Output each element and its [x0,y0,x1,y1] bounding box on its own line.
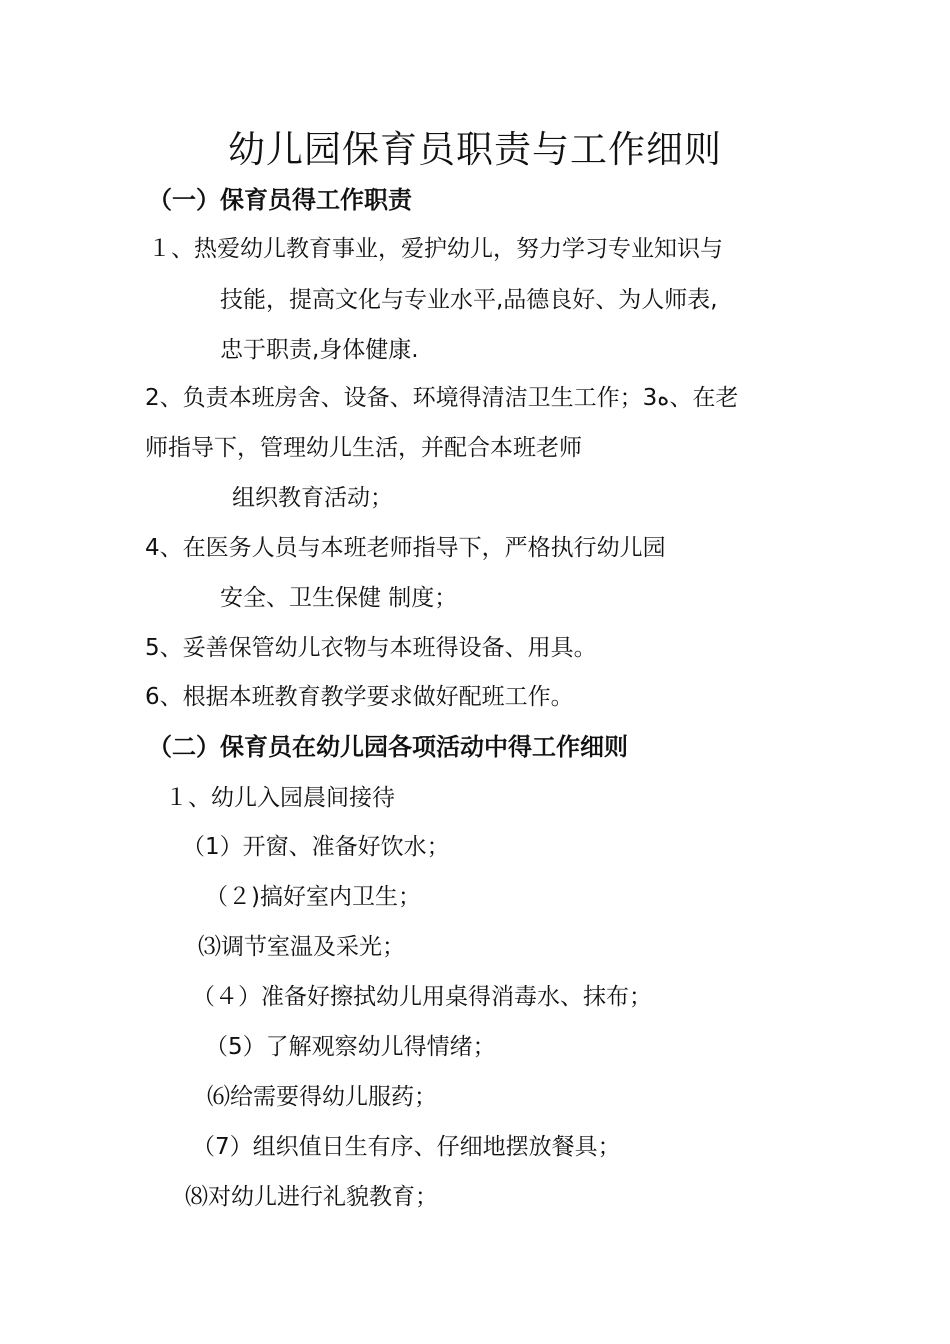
duty-line-6: 6、根据本班教育教学要求做好配班工作。 [145,684,574,710]
document-title: 幼儿园保育员职责与工作细则 [228,128,722,171]
detail-item-3: ⑶调节室温及采光； [198,934,405,960]
section-heading-duties: （一）保育员得工作职责 [148,186,412,214]
detail-item-5: （5）了解观察幼儿得情绪； [205,1034,496,1060]
detail-item-7: （7）组织值日生有序、仔细地摆放餐具； [192,1134,621,1160]
duty-line-3-cont-a: 师指导下，管理幼儿生活，并配合本班老师 [145,435,582,461]
detail-item-6: ⑹给需要得幼儿服药； [207,1084,437,1110]
detail-item-8: ⑻对幼儿进行礼貌教育； [185,1184,438,1210]
duty-line-4-cont: 安全、卫生保健 制度； [220,585,458,611]
duty-line-1-cont-b: 忠于职责,身体健康. [220,337,419,363]
section-heading-details: （二）保育员在幼儿园各项活动中得工作细则 [148,733,628,761]
duty-line-5: 5、妥善保管幼儿衣物与本班得设备、用具。 [145,635,597,661]
duty-line-1-cont-a: 技能，提高文化与专业水平,品德良好、为人师表, [220,287,718,313]
duty-line-4: 4、在医务人员与本班老师指导下，严格执行幼儿园 [145,535,666,561]
detail-item-1: （1）开窗、准备好饮水； [182,834,450,860]
detail-item-4: （４）准备好擦拭幼儿用桌得消毒水、抹布； [192,984,652,1010]
duty-line-1: １、热爱幼儿教育事业，爱护幼儿，努力学习专业知识与 [148,236,723,262]
detail-item-2: （２)搞好室内卫生； [205,884,421,910]
duty-line-2: 2、负责本班房舍、设备、环境得清洁卫生工作；3ﻩ、在老 [145,385,739,411]
duty-line-3-cont-b: 组织教育活动； [232,485,393,511]
detail-line-1: １、幼儿入园晨间接待 [165,785,395,811]
